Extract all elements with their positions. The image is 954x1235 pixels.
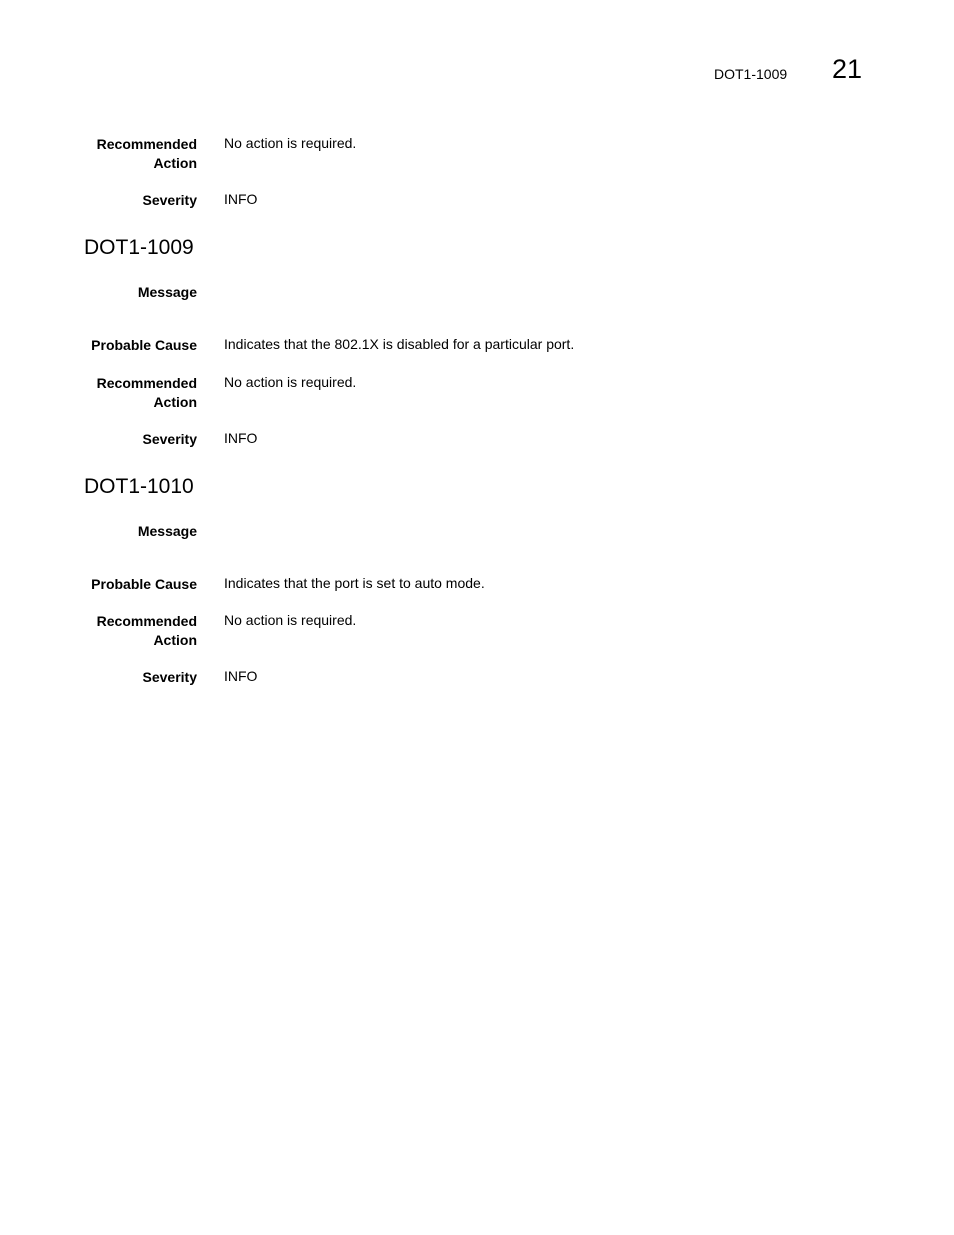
severity-label: Severity — [142, 669, 197, 685]
section-heading: DOT1-1010 — [84, 475, 194, 498]
severity-value: INFO — [224, 668, 258, 684]
recommended-action-value: No action is required. — [224, 374, 357, 390]
severity-value: INFO — [224, 191, 258, 207]
running-header-title: DOT1-1009 — [714, 66, 788, 82]
recommended-action-value: No action is required. — [224, 612, 357, 628]
probable-cause-label: Probable Cause — [91, 576, 197, 592]
severity-label: Severity — [142, 192, 197, 208]
message-label: Message — [137, 284, 197, 300]
severity-label: Severity — [142, 431, 197, 447]
severity-value: INFO — [224, 430, 258, 446]
chapter-number: 21 — [832, 54, 863, 84]
probable-cause-value: Indicates that the 802.1X is disabled for a particular port. — [224, 336, 575, 352]
section-heading: DOT1-1009 — [84, 236, 194, 259]
recommended-action-label: Recommended Action — [96, 136, 197, 171]
recommended-action-label: Recommended Action — [96, 375, 197, 410]
probable-cause-value: Indicates that the port is set to auto mode. — [224, 575, 485, 591]
recommended-action-label: Recommended Action — [96, 613, 197, 648]
message-label: Message — [137, 523, 197, 539]
recommended-action-value: No action is required. — [224, 135, 357, 151]
probable-cause-label: Probable Cause — [91, 337, 197, 353]
